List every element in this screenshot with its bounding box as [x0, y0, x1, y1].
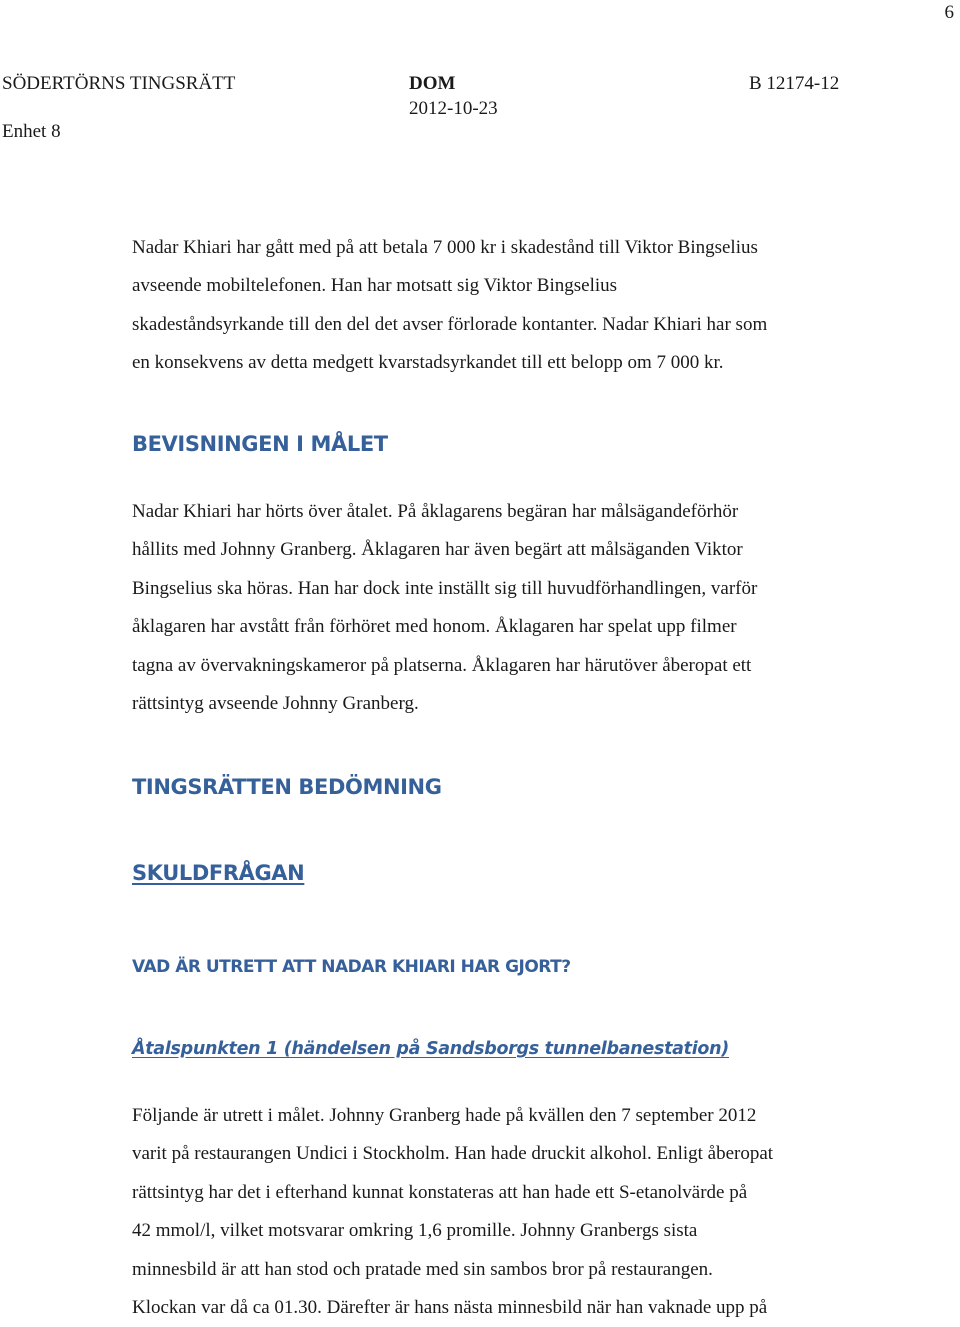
court-name: SÖDERTÖRNS TINGSRÄTT [2, 73, 236, 94]
evidence-paragraph [132, 493, 892, 723]
heading-skuldfragan: SKULDFRÅGAN [132, 861, 305, 885]
text-line: 42 mmol/l, vilket motsvarar omkring 1,6 promille. Johnny Granbergs sista [132, 1220, 698, 1242]
text-line: hållits med Johnny Granberg. Åklagaren har även begärt att målsäganden Viktor [132, 539, 743, 561]
case-number: B 12174-12 [749, 73, 840, 94]
text-line: varit på restaurangen Undici i Stockholm. Han hade druckit alkohol. Enligt åberopat [132, 1143, 774, 1165]
page-number: 6 [944, 2, 954, 23]
heading-tingsratten: TINGSRÄTTEN BEDÖMNING [132, 775, 442, 799]
heading-vad-ar-utrett: VAD ÄR UTRETT ATT NADAR KHIARI HAR GJORT? [132, 957, 571, 977]
text-line: Nadar Khiari har gått med på att betala 7 000 kr i skadestånd till Viktor Bingselius [132, 237, 758, 258]
text-line: minnesbild är att han stod och pratade med sin sambos bror på restaurangen. [132, 1258, 713, 1280]
text-line: en konsekvens av detta medgett kvarstadsyrkandet till ett belopp om 7 000 kr. [132, 352, 724, 374]
text-line: Följande är utrett i målet. Johnny Granberg hade på kvällen den 7 september 2012 [132, 1105, 757, 1126]
damages-paragraph [132, 229, 892, 383]
text-line: rättsintyg avseende Johnny Granberg. [132, 693, 419, 715]
text-line: rättsintyg har det i efterhand kunnat konstateras att han hade ett S-etanolvärde på [132, 1181, 748, 1203]
facts-paragraph [132, 1097, 892, 1327]
text-line: Nadar Khiari har hörts över åtalet. På åklagarens begäran har målsägandeförhör [132, 501, 739, 522]
text-line: åklagaren har avstått från förhöret med honom. Åklagaren har spelat upp filmer [132, 616, 737, 638]
document-type: DOM [409, 73, 456, 94]
text-line: tagna av övervakningskameror på platserna. Åklagaren har härutöver åberopat ett [132, 654, 752, 676]
document-date: 2012-10-23 [409, 98, 498, 119]
text-line: skadeståndsyrkande till den del det avser förlorade kontanter. Nadar Khiari har som [132, 313, 768, 335]
text-line: avseende mobiltelefonen. Han har motsatt sig Viktor Bingselius [132, 275, 618, 297]
heading-atalspunkten: Åtalspunkten 1 (händelsen på Sandsborgs tunnelbanestation) [132, 1039, 729, 1059]
court-unit: Enhet 8 [2, 121, 61, 142]
text-line: Bingselius ska höras. Han har dock inte inställt sig till huvudförhandlingen, varför [132, 577, 758, 599]
heading-bevisningen: BEVISNINGEN I MÅLET [132, 432, 388, 456]
text-line: Klockan var då ca 01.30. Därefter är hans nästa minnesbild när han vaknade upp på [132, 1297, 768, 1319]
